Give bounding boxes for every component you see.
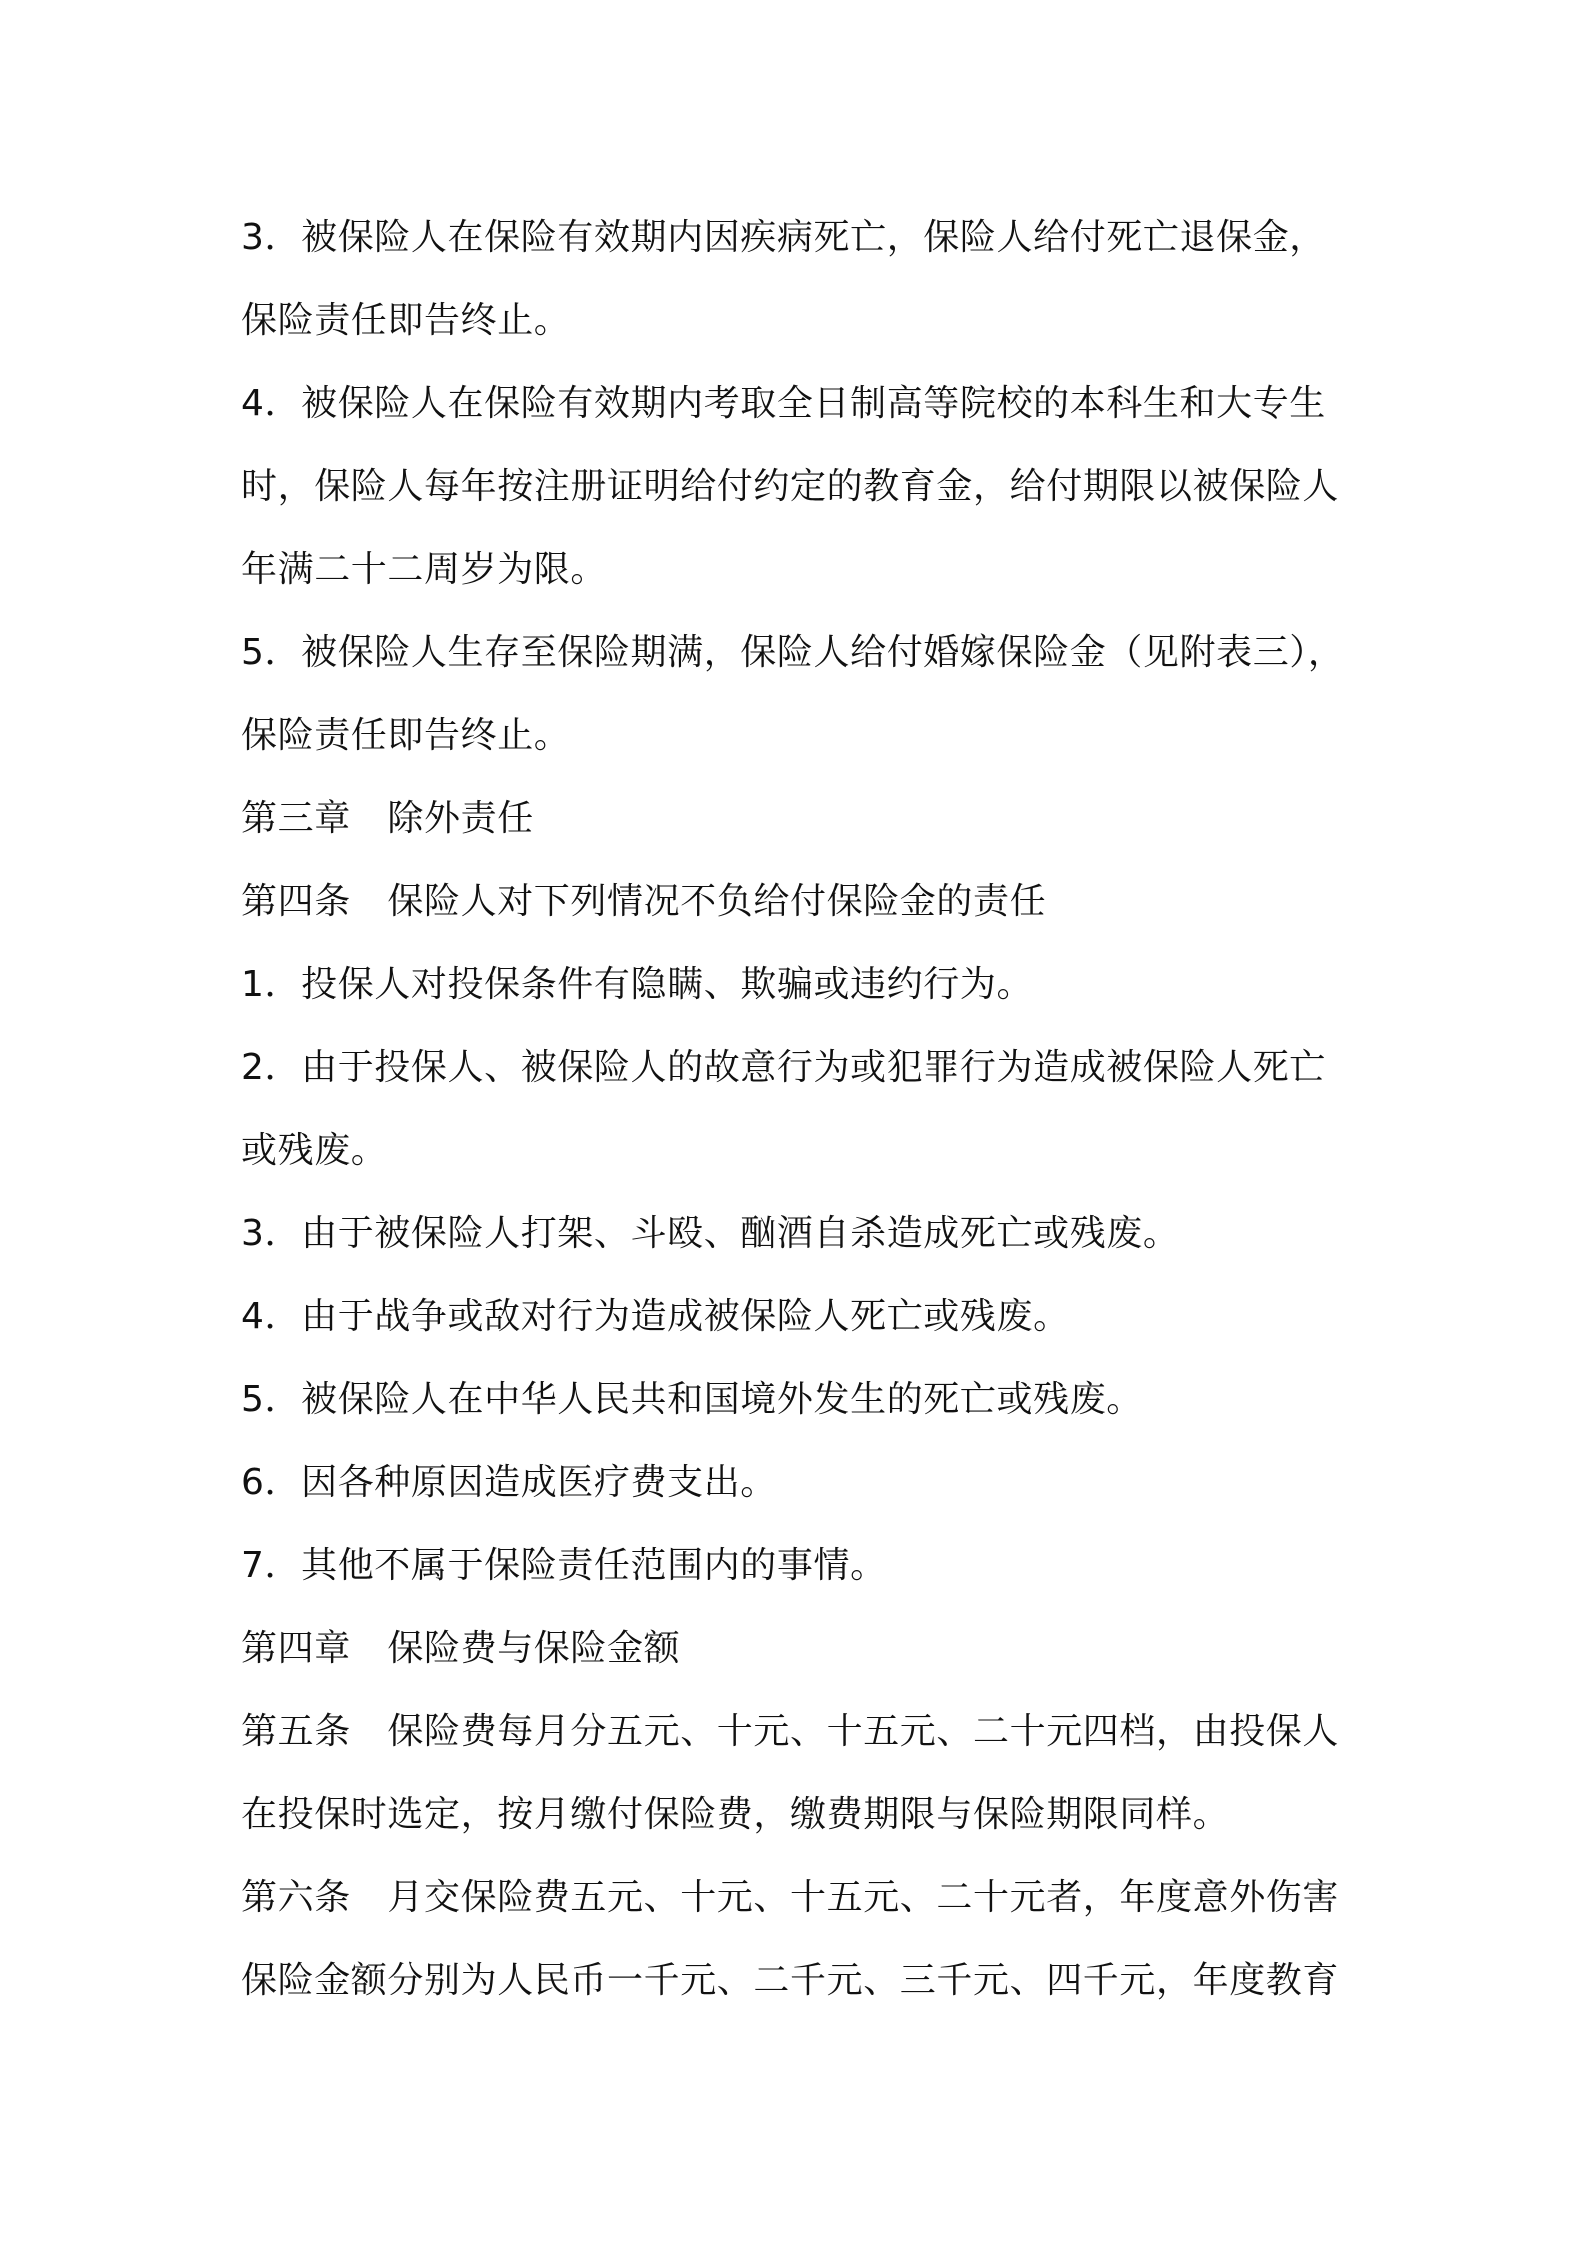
text-line: 4．由于战争或敌对行为造成被保险人死亡或残废。: [241, 1296, 1070, 1337]
text-line: 2．由于投保人、被保险人的故意行为或犯罪行为造成被保险人死亡: [241, 1047, 1326, 1088]
text-line: 或残废。: [241, 1130, 388, 1171]
chapter-heading: 第四章 保险费与保险金额: [241, 1628, 681, 1669]
text-line: 6．因各种原因造成医疗费支出。: [241, 1462, 777, 1503]
text-line: 5．被保险人在中华人民共和国境外发生的死亡或残废。: [241, 1379, 1143, 1420]
article-text: 第六条 月交保险费五元、十元、十五元、二十元者，年度意外伤害: [241, 1877, 1340, 1918]
text-line: 4．被保险人在保险有效期内考取全日制高等院校的本科生和大专生: [241, 383, 1326, 424]
chapter-heading: 第三章 除外责任: [241, 798, 534, 839]
text-line: 保险责任即告终止。: [241, 715, 571, 756]
document-body: [241, 196, 1361, 2022]
text-line: 年满二十二周岁为限。: [241, 549, 608, 590]
text-line: 在投保时选定，按月缴付保险费，缴费期限与保险期限同样。: [241, 1794, 1230, 1835]
text-line: 5．被保险人生存至保险期满，保险人给付婚嫁保险金（见附表三），: [241, 632, 1345, 673]
article-heading: 第四条 保险人对下列情况不负给付保险金的责任: [241, 881, 1047, 922]
article-text: 第五条 保险费每月分五元、十元、十五元、二十元四档，由投保人: [241, 1711, 1340, 1752]
text-line: 保险责任即告终止。: [241, 300, 571, 341]
text-line: 时，保险人每年按注册证明给付约定的教育金，给付期限以被保险人: [241, 466, 1340, 507]
text-line: 1．投保人对投保条件有隐瞒、欺骗或违约行为。: [241, 964, 1034, 1005]
text-line: 保险金额分别为人民币一千元、二千元、三千元、四千元，年度教育: [241, 1960, 1340, 2001]
text-line: 3．由于被保险人打架、斗殴、酗酒自杀造成死亡或残废。: [241, 1213, 1180, 1254]
text-line: 3．被保险人在保险有效期内因疾病死亡，保险人给付死亡退保金，: [241, 217, 1326, 258]
text-line: 7．其他不属于保险责任范围内的事情。: [241, 1545, 887, 1586]
